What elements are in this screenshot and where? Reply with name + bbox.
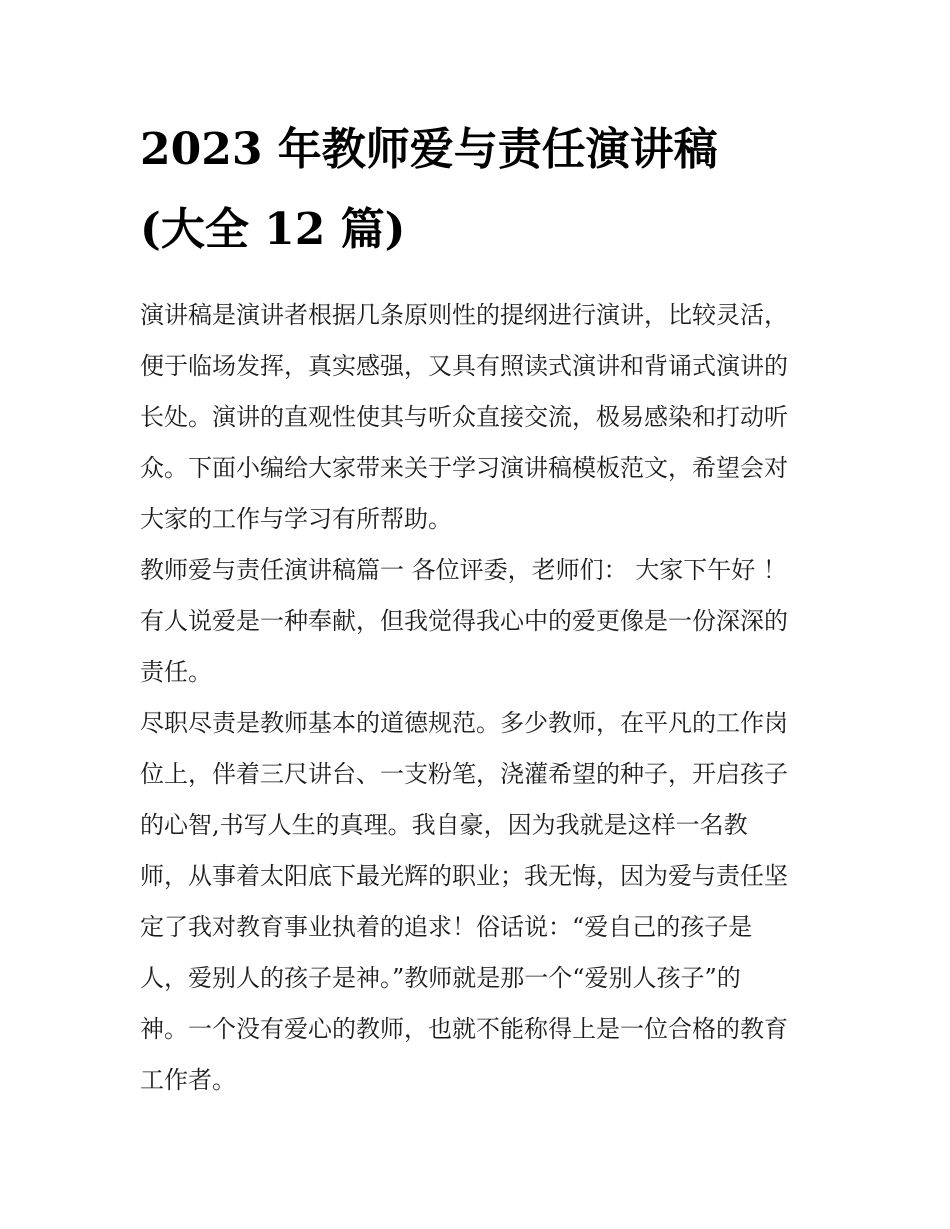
text-line: 长处。演讲的直观性使其与听众直接交流，极易感染和打动听 <box>140 403 788 431</box>
document-content <box>140 110 812 1106</box>
document-title <box>140 110 812 270</box>
paragraph-greeting <box>140 545 812 698</box>
text-line: 师，从事着太阳底下最光辉的职业；我无悔，因为爱与责任坚 <box>140 862 788 890</box>
text-line: 神。一个没有爱心的教师，也就不能称得上是一位合格的教育 <box>140 1015 788 1043</box>
title-line-2: (大全 12 篇) <box>140 204 406 255</box>
text-line: 众。下面小编给大家带来关于学习演讲稿模板范文，希望会对 <box>140 454 788 482</box>
text-line: 便于临场发挥，真实感强，又具有照读式演讲和背诵式演讲的 <box>140 352 788 380</box>
text-line: 的心智,书写人生的真理。我自豪，因为我就是这样一名教 <box>140 811 748 839</box>
text-line: 位上，伴着三尺讲台、一支粉笔，浇灌希望的种子，开启孩子 <box>140 760 788 788</box>
text-line: 有人说爱是一种奉献，但我觉得我心中的爱更像是一份深深的 <box>140 607 788 635</box>
text-line: 工作者。 <box>140 1066 236 1094</box>
text-line: 大家的工作与学习有所帮助。 <box>140 505 452 533</box>
text-line: 定了我对教育事业执着的追求！俗话说：“爱自己的孩子是 <box>140 913 753 941</box>
paragraph-duty <box>140 698 812 1106</box>
text-line: 尽职尽责是教师基本的道德规范。多少教师，在平凡的工作岗 <box>140 709 788 737</box>
paragraph-intro <box>140 290 812 545</box>
document-body <box>140 290 812 1106</box>
title-line-1: 2023 年教师爱与责任演讲稿 <box>140 124 718 175</box>
text-line: 人，爱别人的孩子是神。”教师就是那一个“爱别人孩子”的 <box>140 964 741 992</box>
text-line: 责任。 <box>140 658 212 686</box>
text-line: 演讲稿是演讲者根据几条原则性的提纲进行演讲，比较灵活， <box>140 301 788 329</box>
text-line: 教师爱与责任演讲稿篇一 各位评委，老师们： 大家下午好 ！ <box>140 556 787 584</box>
